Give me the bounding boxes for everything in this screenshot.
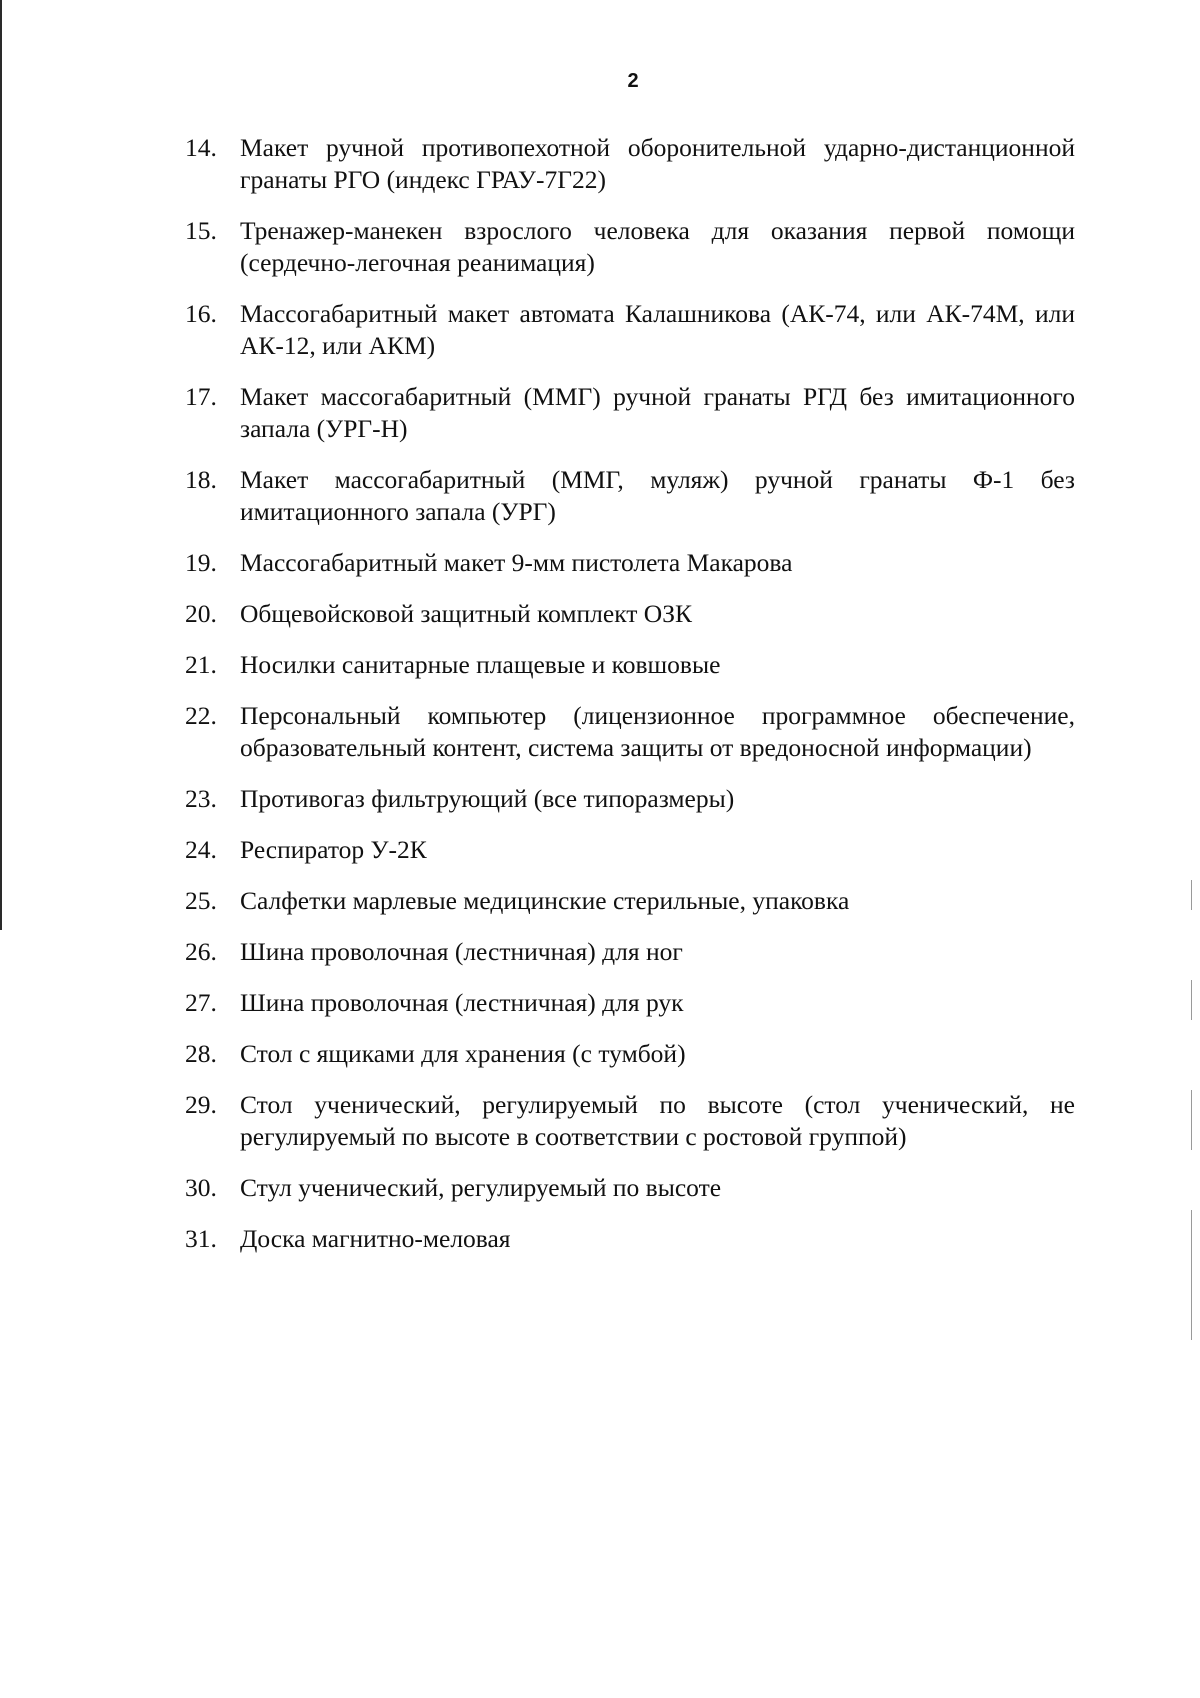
list-item [185,885,1075,917]
item-text: Стул ученический, регулируемый по высоте [240,1173,722,1202]
list-item [185,987,1075,1019]
item-number: 18. [185,465,217,494]
item-text: Общевойсковой защитный комплект ОЗК [240,599,692,628]
item-text: Массогабаритный макет 9-мм пистолета Макарова [240,548,793,577]
item-text: Массогабаритный макет автомата Калашникова (АК-74, или АК-74М, или АК-12, или АКМ) [240,299,1075,360]
list-item [185,598,1075,630]
item-number: 27. [185,988,217,1017]
item-number: 24. [185,835,217,864]
list-item [185,1089,1075,1153]
item-number: 23. [185,784,217,813]
item-text: Макет массогабаритный (ММГ) ручной гранаты РГД без имитационного запала (УРГ-Н) [240,382,1075,443]
item-text: Шина проволочная (лестничная) для ног [240,937,683,966]
item-number: 15. [185,216,217,245]
scan-edge-right [1191,880,1192,910]
item-number: 29. [185,1090,217,1119]
item-text: Стол ученический, регулируемый по высоте (стол ученический, не регулируемый по высоте в соответствии с ростовой группой) [240,1090,1075,1151]
item-number: 28. [185,1039,217,1068]
item-number: 26. [185,937,217,966]
item-number: 22. [185,701,217,730]
list-item [185,464,1075,528]
item-text: Носилки санитарные плащевые и ковшовые [240,650,721,679]
list-item [185,700,1075,764]
item-number: 19. [185,548,217,577]
item-number: 30. [185,1173,217,1202]
item-number: 14. [185,133,217,162]
item-number: 31. [185,1224,217,1253]
item-text: Салфетки марлевые медицинские стерильные, упаковка [240,886,850,915]
item-text: Персональный компьютер (лицензионное программное обеспечение, образовательный контент, система защиты от вредоносной информации) [240,701,1075,762]
item-number: 21. [185,650,217,679]
item-text: Противогаз фильтрующий (все типоразмеры) [240,784,735,813]
item-text: Макет ручной противопехотной оборонительной ударно-дистанционной гранаты РГО (индекс ГРАУ-7Г22) [240,133,1075,194]
item-text: Тренажер-манекен взрослого человека для оказания первой помощи (сердечно-легочная реанимация) [240,216,1075,277]
list-item [185,783,1075,815]
scan-edge-right [1191,1210,1192,1340]
item-number: 16. [185,299,217,328]
list-item [185,298,1075,362]
item-text: Шина проволочная (лестничная) для рук [240,988,684,1017]
item-number: 25. [185,886,217,915]
item-text: Доска магнитно-меловая [240,1224,511,1253]
item-text: Стол с ящиками для хранения (с тумбой) [240,1039,686,1068]
list-item [185,132,1075,196]
list-item [185,381,1075,445]
scan-edge-right [1191,1090,1192,1150]
list-item [185,1223,1075,1255]
list-item [185,649,1075,681]
item-number: 17. [185,382,217,411]
scan-edge-right [1191,980,1192,1020]
scan-edge-left [0,0,2,930]
list-item [185,1038,1075,1070]
item-number: 20. [185,599,217,628]
list-item [185,1172,1075,1204]
item-text: Респиратор У-2К [240,835,427,864]
list-item [185,215,1075,279]
list-item [185,834,1075,866]
list-item [185,547,1075,579]
page-number: 2 [627,70,639,92]
list-item [185,936,1075,968]
equipment-list [185,132,1075,1274]
item-text: Макет массогабаритный (ММГ, муляж) ручной гранаты Ф-1 без имитационного запала (УРГ) [240,465,1075,526]
